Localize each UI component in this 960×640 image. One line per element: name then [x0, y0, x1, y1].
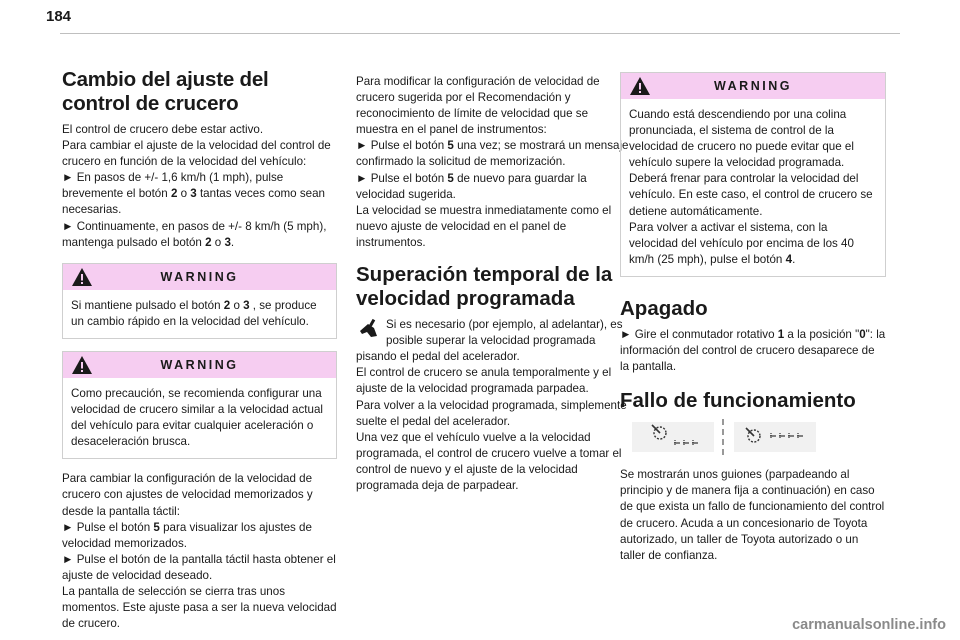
exceed-paragraph: Si es necesario (por ejemplo, al adelantar), es posible superar la velocidad programada pisando el pedal del acelerador.	[356, 318, 623, 364]
warning-header	[63, 352, 336, 378]
intro-line-1: El control de crucero debe estar activo.	[62, 123, 264, 136]
warning-triangle-icon	[629, 76, 651, 96]
warning-box-rapid-change	[62, 263, 337, 339]
column-1	[62, 68, 337, 632]
warning-label: WARNING	[160, 269, 239, 284]
warning-box-precaution	[62, 351, 337, 459]
cruise-speedometer-dashes-icon	[740, 423, 810, 451]
memo-step-2: ► Pulse el botón de la pantalla táctil hasta obtener el ajuste de velocidad deseado.	[62, 552, 336, 582]
warning-text: Como precaución, se recomienda configurar una velocidad de crucero similar a la velocidad actual del vehículo para evitar cualquier aceleración o desaceleración brusca.	[71, 386, 323, 449]
warning-triangle-icon	[71, 267, 93, 287]
section-title-cruise-change: Cambio del ajuste del control de crucero	[62, 68, 269, 115]
warning-triangle-icon	[71, 355, 93, 375]
suggested-outro: La velocidad se muestra inmediatamente como el nuevo ajuste de velocidad en el panel de instrumentos.	[356, 203, 612, 249]
warning-text: Cuando está descendiendo por una colina pronunciada, el sistema de control de la velocidad de crucero no puede evitar que el vehículo supere la velocidad programada. Deberá frenar para controlar la velocidad del vehículo. En este caso, el control de crucero se detiene automáticamente. Para volver a activar el sistema, con la velocidad del vehículo por encima de los 40 km/h (25 mph), pulse el botón 4.	[629, 108, 873, 266]
top-rule	[60, 33, 900, 34]
step-short-press: ► En pasos de +/- 1,6 km/h (1 mph), pulse brevemente el botón 2 o 3 tantas veces como sean necesarias.	[62, 171, 325, 217]
section-title-fault: Fallo de funcionamiento	[620, 389, 856, 413]
exceed-paragraph-2: El control de crucero se anula temporalmente y el ajuste de la velocidad programada parpadea.	[356, 366, 612, 396]
divider	[722, 419, 726, 455]
fault-display-images	[632, 419, 886, 455]
suggested-step-2: ► Pulse el botón 5 de nuevo para guardar la velocidad sugerida.	[356, 171, 587, 201]
warning-label: WARNING	[714, 79, 792, 93]
foot-accelerator-icon	[356, 317, 380, 341]
off-instruction: ► Gire el conmutador rotativo 1 a la posición "0": la información del control de crucero desaparece de la pantalla.	[620, 327, 886, 374]
section-title-temporary-exceed: Superación temporal de la velocidad programada	[356, 263, 613, 311]
exceed-paragraph-3: Para volver a la velocidad programada, simplemente suelte el pedal del acelerador.	[356, 398, 627, 428]
warning-label: WARNING	[160, 357, 239, 372]
cruise-speedometer-dashes-icon	[638, 423, 708, 451]
watermark: carmanualsonline.info	[792, 617, 946, 633]
suggested-speed-intro: Para modificar la configuración de velocidad de crucero sugerida por el Recomendación y reconocimiento de límite de velocidad que se muestra en el panel de instrumentos:	[356, 75, 600, 137]
suggested-step-1: ► Pulse el botón 5 una vez; se mostrará un mensaje confirmado la solicitud de memorización.	[356, 139, 629, 169]
warning-header	[621, 73, 885, 99]
memo-outro: La pantalla de selección se cierra tras unos momentos. Este ajuste pasa a ser la nueva velocidad de crucero.	[62, 584, 337, 631]
memo-intro: Para cambiar la configuración de la velocidad de crucero con ajustes de velocidad memorizados y desde la pantalla táctil:	[62, 472, 313, 518]
cruise-fault-display-fixed	[734, 422, 816, 452]
memo-step-1: ► Pulse el botón 5 para visualizar los ajustes de velocidad memorizados.	[62, 520, 312, 550]
warning-box-downhill	[620, 72, 886, 277]
cruise-fault-display-blinking	[632, 422, 714, 452]
step-long-press: ► Continuamente, en pasos de +/- 8 km/h (5 mph), mantenga pulsado el botón 2 o 3.	[62, 219, 327, 249]
fault-description: Se mostrarán unos guiones (parpadeando al principio y de manera fija a continuación) en caso de que exista un fallo de funcionamiento del control de crucero. Acuda a un concesionario de Toyota autorizado, un taller de Toyota autorizado o un taller de confianza.	[620, 468, 885, 562]
column-2	[356, 74, 631, 494]
column-3	[620, 72, 886, 564]
warning-text: Si mantiene pulsado el botón 2 o 3 , se produce un cambio rápido en la velocidad del vehículo.	[71, 298, 317, 328]
intro-line-2: Para cambiar el ajuste de la velocidad del control de crucero en función de la velocidad del vehículo:	[62, 139, 331, 169]
exceed-paragraph-4: Una vez que el vehículo vuelve a la velocidad programada, el control de crucero vuelve a tomar el control de nuevo y el ajuste de la velocidad programada deja de parpadear.	[356, 430, 622, 492]
section-title-off: Apagado	[620, 296, 708, 320]
page-number: 184	[46, 8, 72, 25]
warning-header	[63, 264, 336, 290]
